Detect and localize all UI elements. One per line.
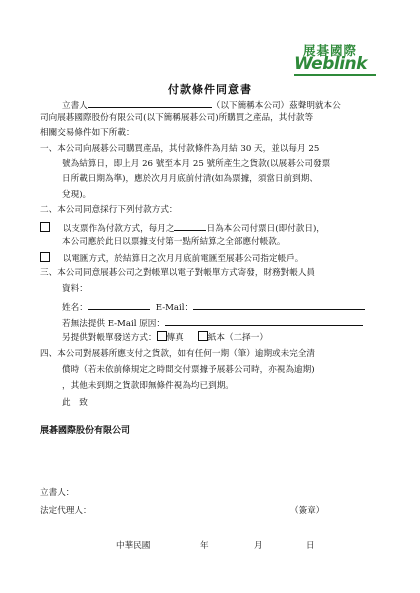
document-title: 付款條件同意書 — [168, 83, 252, 96]
payment-option-wire — [40, 252, 303, 265]
cheque-line-2: 本公司應於此日以票據支付第一點所結算之全部應付帳款。 — [62, 237, 286, 247]
contact-name-row — [62, 299, 365, 314]
no-email-reason-blank[interactable] — [165, 315, 363, 326]
email-label: E-Mail： — [155, 303, 194, 313]
payment-option-cheque — [40, 220, 325, 235]
alt-delivery-row — [62, 331, 268, 344]
clause-1-line-3: 日所載日期為準)，應於次月月底前付清(如為票據，須當日前到期、 — [62, 174, 318, 184]
intro-line-3: 相關交易條件如下所載： — [40, 128, 135, 138]
logo-underline — [294, 74, 376, 76]
payment-day-blank[interactable] — [174, 220, 206, 231]
signer-name-blank[interactable] — [88, 97, 212, 108]
clause-1-line-2: 號為結算日，即上月 26 號至本月 25 號所產生之貨款(以展碁公司發票 — [62, 159, 331, 169]
clause-4-line-2: 償時（若未依前條規定之時間交付票據予展碁公司時，亦視為逾期) — [62, 365, 315, 375]
fax-checkbox[interactable] — [157, 331, 167, 341]
contact-name-label: 姓名： — [62, 303, 88, 313]
cheque-text-post: 日為本公司付票日(即付款日)， — [206, 224, 325, 234]
clause-1-line-4: 兌現)。 — [62, 190, 92, 200]
contact-name-blank[interactable] — [88, 299, 150, 310]
clause-2-heading: 二、本公司同意採行下列付款方式： — [40, 205, 178, 215]
no-email-row — [62, 315, 363, 330]
date-year: 年 — [200, 541, 209, 551]
cheque-checkbox[interactable] — [40, 222, 50, 232]
clause-3-line-2: 資料： — [62, 284, 88, 294]
signer-label: 立書人： — [40, 488, 75, 498]
cheque-text: 以支票作為付款方式，每月之 — [62, 224, 175, 234]
paper-label: 紙本（二择一） — [207, 333, 268, 343]
no-email-label: 若無法提供 E-Mail 原因： — [62, 319, 165, 329]
clause-1-line-1: 一、本公司向展碁公司購買產品，其付款條件為月結 30 天，並以每月 25 — [40, 144, 320, 154]
wire-checkbox[interactable] — [40, 252, 50, 262]
intro-line-1-text: （以下簡稱本公司）茲聲明就本公 — [211, 101, 341, 111]
wire-text: 以電匯方式，於結算日之次月月底前電匯至展碁公司指定帳戶。 — [62, 254, 304, 264]
intro-line-1 — [62, 97, 341, 112]
date-era: 中華民國 — [116, 541, 151, 551]
email-blank[interactable] — [193, 299, 365, 310]
seal-label: （簽章） — [290, 506, 325, 516]
legal-rep-label: 法定代理人： — [40, 506, 92, 516]
closing-salutation: 此 致 — [62, 398, 88, 408]
logo-chinese: 展碁國際 — [303, 43, 358, 58]
alt-delivery-label: 另提供對帳單發送方式： — [62, 333, 157, 343]
date-month: 月 — [254, 541, 263, 551]
fax-label: 傳真 — [166, 333, 184, 343]
date-day: 日 — [306, 541, 315, 551]
intro-signer-label: 立書人 — [62, 101, 88, 111]
clause-3-line-1: 三、本公司同意展碁公司之對帳單以電子對帳單方式寄發，財務對帳人員 — [40, 268, 316, 278]
logo-weblink: Weblink — [294, 54, 367, 74]
intro-line-2: 司向展碁國際股份有限公司(以下簡稱展碁公司)所購買之產品，其付款等 — [40, 113, 314, 123]
addressee-company: 展碁國際股份有限公司 — [40, 426, 131, 436]
clause-4-line-3: ，其他未到期之貨款即無條件視為均已到期。 — [62, 381, 234, 391]
clause-4-line-1: 四、本公司對展碁所應支付之貨款，如有任何一期（筆）逾期或未完全清 — [40, 349, 316, 359]
paper-checkbox[interactable] — [198, 331, 208, 341]
